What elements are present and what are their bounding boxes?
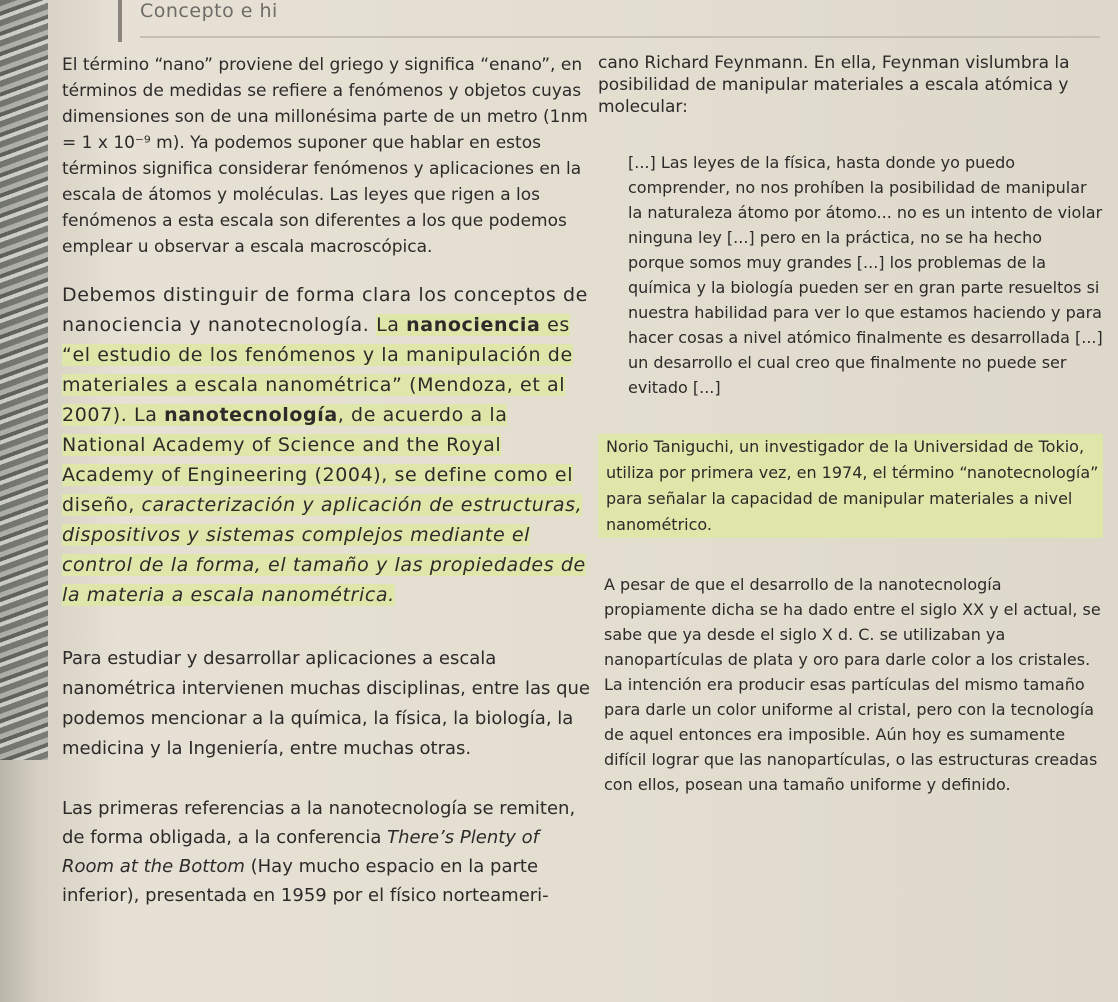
highlight-definition-italic: caracterización y aplicación de estructuras, dispositivos y sistemas complejos mediante el control de la forma, el tamaño y las propiedades de la materia a escala nanométrica. (62, 494, 586, 606)
conference-title: There’s Plenty of Room at the Bottom (62, 827, 540, 877)
paragraph-definitions (62, 280, 592, 610)
left-column (62, 52, 592, 910)
definitions-highlight (62, 314, 586, 606)
feynman-quote: [...] Las leyes de la física, hasta donde yo puedo comprender, no nos prohíben la posibilidad de manipular la naturaleza átomo por átomo... no es un intento de violar ninguna ley [...] pero en la práctica, no se ha hecho porque somos muy grandes [...] los problemas de la química y la biología pueden ser en gran parte resueltos si nuestra habilidad para ver lo que estamos haciendo y para hacer cosas a nivel atómico finalmente es desarrollada [...] un desarrollo el cual creo que finalmente no puede ser evitado [...] (628, 153, 1103, 397)
paragraph-intro: El término “nano” proviene del griego y significa “enano”, en términos de medidas se refiere a fenómenos y objetos cuyas dimensiones son de una millonésima parte de un metro (1nm = 1 x 10⁻⁹ m). Ya podemos suponer que hablar en estos términos significa considerar fenómenos y aplicaciones en la escala de átomos y moléculas. Las leyes que rigen a los fenómenos a esta escala son diferentes a los que podemos emplear u observar a escala macroscópica. (62, 55, 588, 257)
paragraph-history: A pesar de que el desarrollo de la nanotecnología propiamente dicha se ha dado entre el siglo XX y el actual, se sabe que ya desde el siglo X d. C. se utilizaban ya nanopartículas de plata y oro para darle color a los cristales. La intención era producir esas partículas del mismo tamaño para darle un color uniforme al cristal, pero con la tecnología de aquel entonces era imposible. Aún hoy es sumamente difícil lograr que las nanopartículas, o las estructuras creadas con ellos, posean una tamaño uniforme y definido. (604, 575, 1101, 794)
paragraph-feynman: cano Richard Feynmann. En ella, Feynman vislumbra la posibilidad de manipular materiales a escala atómica y molecular: (598, 53, 1070, 117)
term-nanotecnologia: nanotecnología (164, 404, 338, 426)
definitions-lead: Debemos distinguir de forma clara los conceptos de nanociencia y nanotecnología. (62, 284, 588, 336)
highlight-text-a: La (376, 314, 407, 336)
highlight-text-c: , de acuerdo a la National Academy of Science and the Royal Academy of Engineering (2004), se define como el diseño, (62, 404, 574, 516)
taniguchi-note: Norio Taniguchi, un investigador de la Universidad de Tokio, utiliza por primera vez, en 1974, el término “nanotecnología” para señalar la capacidad de manipular materiales a nivel nanométrico. (598, 434, 1103, 538)
paragraph-references (62, 794, 592, 910)
paragraph-disciplines: Para estudiar y desarrollar aplicaciones a escala nanométrica intervienen muchas disciplinas, entre las que podemos mencionar a la química, la física, la biología, la medicina y la Ingeniería, entre muchas otras. (62, 648, 591, 759)
references-text-a: Las primeras referencias a la nanotecnología se remiten, de forma obligada, a la conferencia (62, 798, 576, 848)
running-header: Concepto e hi (140, 0, 278, 22)
header-divider (140, 36, 1100, 38)
term-nanociencia: nanociencia (406, 314, 541, 336)
references-text-b: (Hay mucho espacio en la parte inferior), presentada en 1959 por el físico norteameri- (62, 856, 549, 906)
header-rule (118, 0, 122, 42)
right-column (598, 52, 1103, 797)
adjacent-page-edge (0, 0, 48, 760)
highlight-text-b: es “el estudio de los fenómenos y la manipulación de materiales a escala nanométrica” (Mendoza, et al 2007). La (62, 314, 573, 426)
